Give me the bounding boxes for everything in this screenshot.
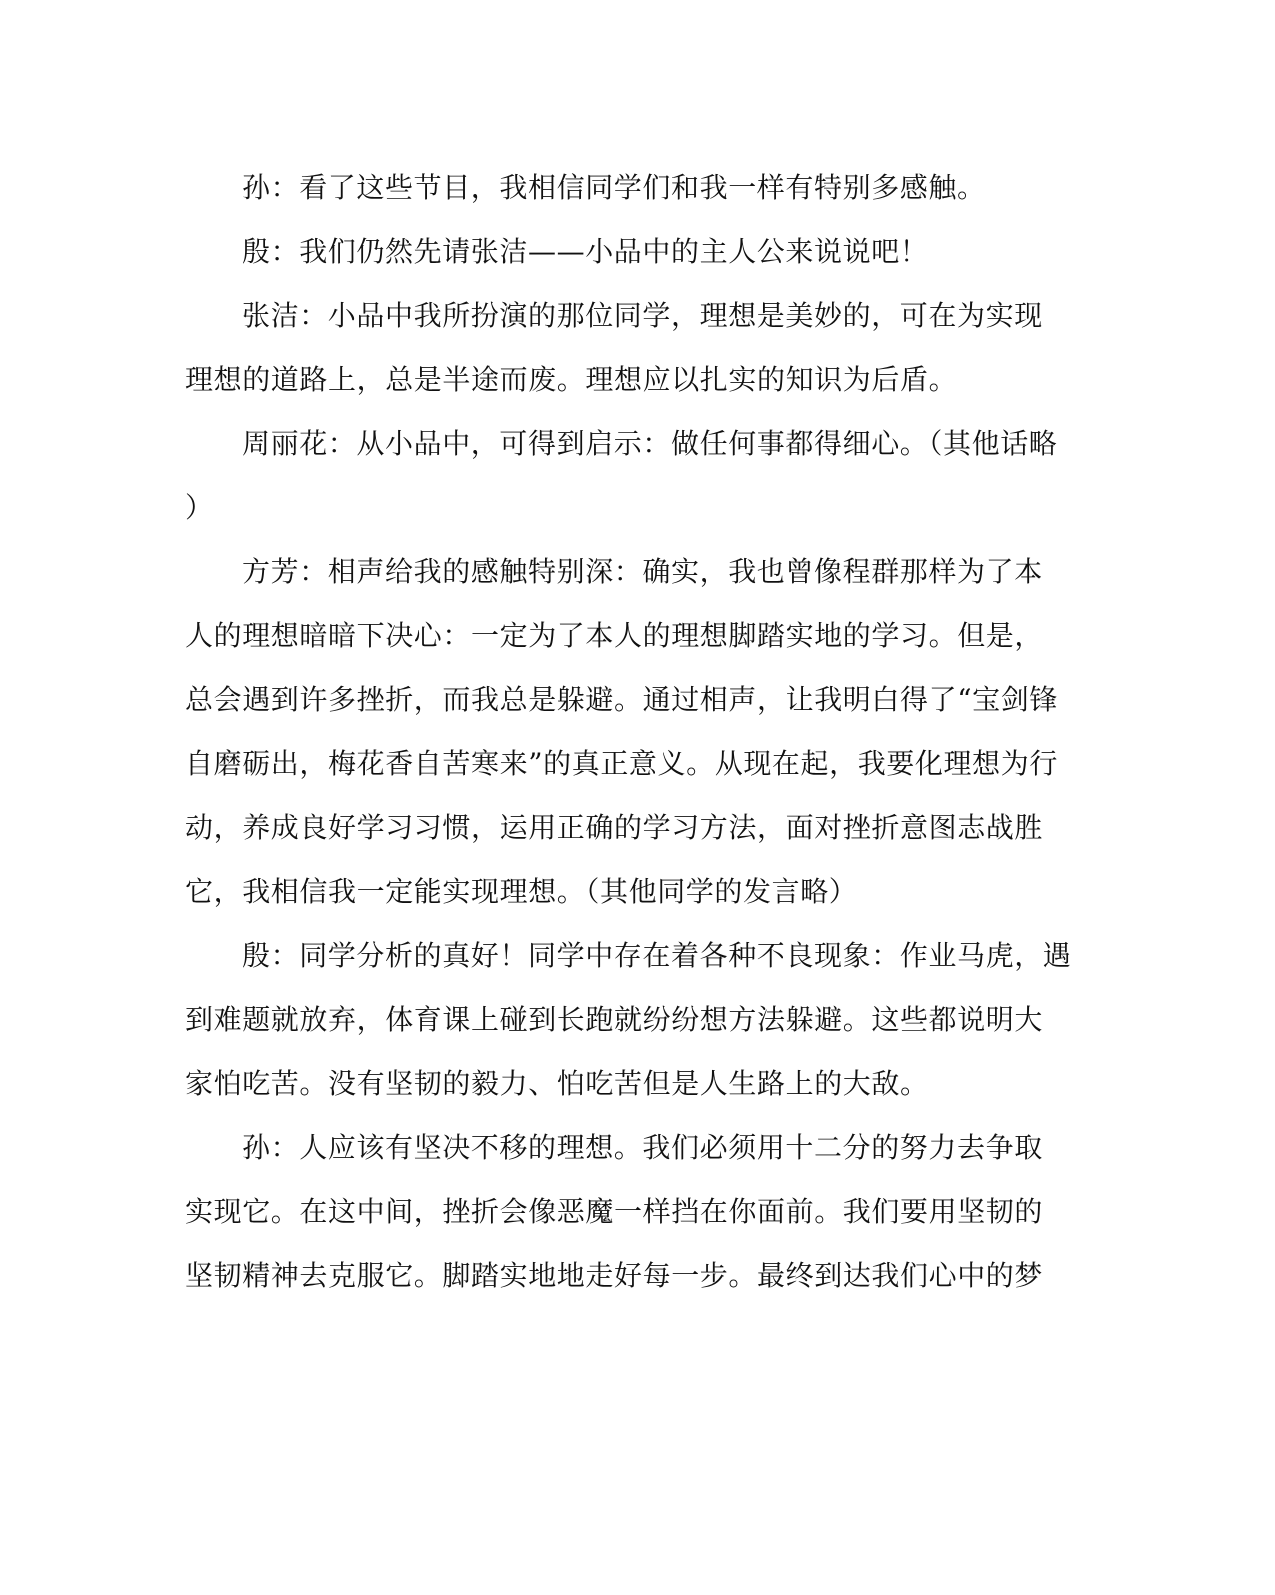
paragraph-zhoulihua-line-1: 周丽花：从小品中，可得到启示：做任何事都得细心。（其他话略 <box>242 427 1058 460</box>
paragraph-fangfang-line-3: 总会遇到许多挫折，而我总是躲避。通过相声，让我明白得了“宝剑锋 <box>185 683 1058 716</box>
paragraph-yin-2-line-3: 家怕吃苦。没有坚韧的毅力、怕吃苦但是人生路上的大敌。 <box>185 1067 929 1100</box>
paragraph-sun-1: 孙：看了这些节目，我相信同学们和我一样有特别多感触。 <box>242 171 986 204</box>
paragraph-zhangjie-line-2: 理想的道路上，总是半途而废。理想应以扎实的知识为后盾。 <box>185 363 958 396</box>
paragraph-sun-2-line-1: 孙：人应该有坚决不移的理想。我们必须用十二分的努力去争取 <box>242 1131 1043 1164</box>
paragraph-fangfang-line-5: 动，养成良好学习习惯，运用正确的学习方法，面对挫折意图志战胜 <box>185 811 1044 844</box>
paragraph-yin-2-line-1: 殷：同学分析的真好！同学中存在着各种不良现象：作业马虎，遇 <box>242 939 1072 972</box>
paragraph-sun-2-line-3: 坚韧精神去克服它。脚踏实地地走好每一步。最终到达我们心中的梦 <box>185 1259 1044 1292</box>
paragraph-fangfang-line-4: 自磨砺出，梅花香自苦寒来”的真正意义。从现在起，我要化理想为行 <box>185 747 1058 780</box>
paragraph-fangfang-line-6: 它，我相信我一定能实现理想。（其他同学的发言略） <box>185 875 858 908</box>
paragraph-yin-1: 殷：我们仍然先请张洁——小品中的主人公来说说吧！ <box>242 235 929 268</box>
paragraph-yin-2-line-2: 到难题就放弃，体育课上碰到长跑就纷纷想方法躲避。这些都说明大 <box>185 1003 1044 1036</box>
paragraph-sun-2-line-2: 实现它。在这中间，挫折会像恶魔一样挡在你面前。我们要用坚韧的 <box>185 1195 1044 1228</box>
paragraph-zhoulihua-line-2: ） <box>185 491 214 524</box>
paragraph-zhangjie-line-1: 张洁：小品中我所扮演的那位同学，理想是美妙的，可在为实现 <box>242 299 1043 332</box>
paragraph-fangfang-line-2: 人的理想暗暗下决心：一定为了本人的理想脚踏实地的学习。但是， <box>185 619 1044 652</box>
paragraph-fangfang-line-1: 方芳：相声给我的感触特别深：确实，我也曾像程群那样为了本 <box>242 555 1043 588</box>
